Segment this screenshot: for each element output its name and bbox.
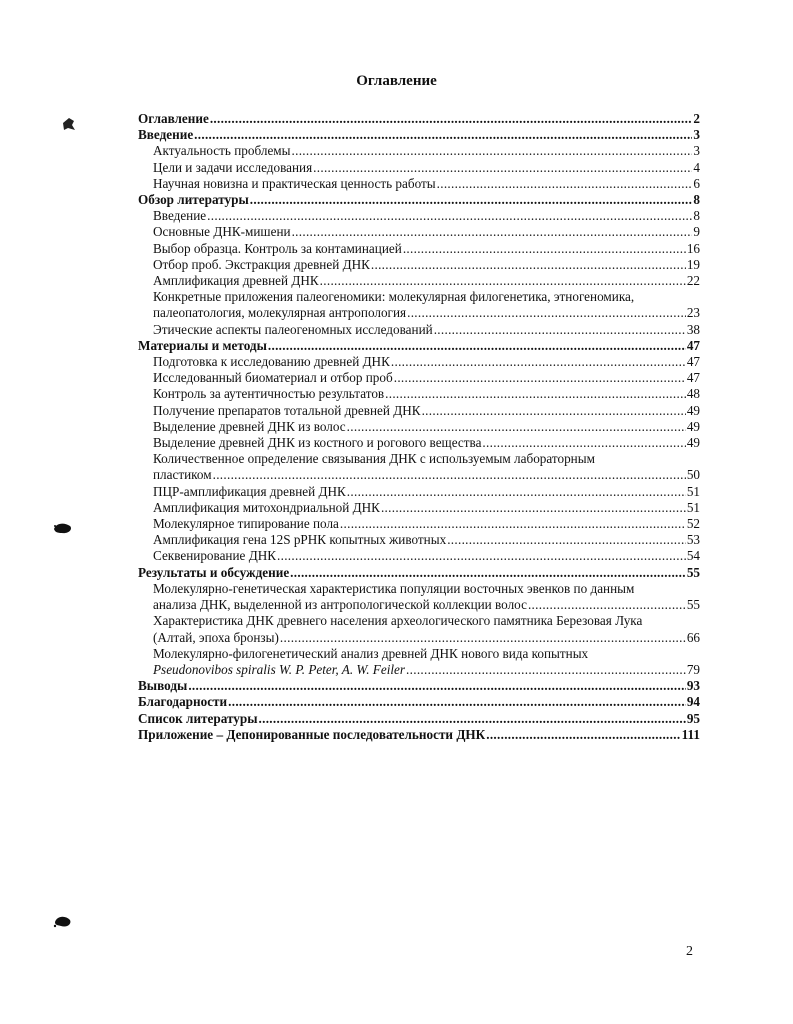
toc-subsection-entry[interactable] (138, 435, 700, 451)
toc-subsection-entry[interactable] (138, 257, 700, 273)
toc-dot-leader (407, 305, 686, 321)
toc-page-number: 55 (686, 597, 700, 613)
toc-section-entry[interactable] (138, 694, 700, 710)
toc-dot-leader (528, 597, 686, 613)
toc-entry-title: Выделение древней ДНК из волос (153, 418, 346, 434)
toc-entry-title: Основные ДНК-мишени (153, 224, 291, 240)
toc-subsection-entry[interactable] (138, 403, 700, 419)
toc-entry-title: Этические аспекты палеогеномных исследований (153, 321, 433, 337)
toc-subsection-entry[interactable] (138, 484, 700, 500)
toc-page-number: 47 (686, 354, 700, 370)
toc-section-entry[interactable] (138, 338, 700, 354)
toc-entry-title: Актуальность проблемы (153, 143, 291, 159)
toc-subsection-entry[interactable] (138, 548, 700, 564)
scan-blot-mark (52, 912, 74, 930)
toc-dot-leader (391, 354, 686, 370)
toc-dot-leader (394, 370, 686, 386)
toc-dot-leader (482, 435, 685, 451)
toc-page-number: 3 (693, 127, 700, 143)
toc-page-number: 53 (686, 532, 700, 548)
toc-dot-leader (422, 403, 686, 419)
toc-entry-title: Молекулярно-генетическая характеристика популяции восточных эвенков по данным (153, 580, 635, 596)
toc-subsection-entry[interactable] (138, 224, 700, 240)
toc-dot-leader (347, 484, 686, 500)
toc-page-number: 6 (693, 175, 700, 191)
toc-subsection-entry[interactable] (138, 273, 700, 289)
toc-page-number: 49 (686, 418, 700, 434)
toc-entry-title: палеопатология, молекулярная антропология (153, 305, 407, 321)
toc-dot-leader (340, 516, 686, 532)
toc-section-entry[interactable] (138, 192, 700, 208)
toc-dot-leader (385, 386, 686, 402)
toc-entry-title: Отбор проб. Экстракция древней ДНК (153, 256, 370, 272)
toc-page-number: 38 (686, 321, 700, 337)
toc-page-number: 51 (686, 499, 700, 515)
toc-dot-leader (194, 127, 692, 143)
toc-page-number: 66 (686, 629, 700, 645)
toc-entry-title: Введение (153, 208, 207, 224)
toc-subsection-entry[interactable] (138, 532, 700, 548)
toc-entry-title: Амплификация древней ДНК (153, 273, 319, 289)
toc-page-number: 48 (686, 386, 700, 402)
toc-subsection-entry[interactable] (138, 386, 700, 402)
toc-subsection-entry[interactable] (138, 662, 700, 678)
toc-page-number: 95 (686, 710, 700, 726)
toc-dot-leader (313, 160, 692, 176)
toc-entry-title: Амплификация митохондриальной ДНК (153, 499, 380, 515)
toc-page-number: 8 (693, 192, 700, 208)
toc-page-number: 52 (686, 516, 700, 532)
toc-page-number: 3 (693, 143, 700, 159)
toc-page-number: 93 (686, 678, 700, 694)
toc-subsection-entry[interactable] (138, 160, 700, 176)
toc-dot-leader (406, 662, 686, 678)
toc-dot-leader (290, 565, 686, 581)
toc-dot-leader (371, 257, 686, 273)
toc-dot-leader (268, 338, 686, 354)
toc-dot-leader (210, 111, 693, 127)
page-title: Оглавление (356, 73, 437, 89)
toc-dot-leader (259, 711, 686, 727)
toc-entry-title: Секвенирование ДНК (153, 548, 277, 564)
toc-dot-leader (486, 727, 680, 743)
page-number: 2 (686, 944, 693, 959)
toc-dot-leader (403, 241, 686, 257)
toc-section-entry[interactable] (138, 565, 700, 581)
toc-page-number: 2 (693, 111, 700, 126)
toc-dot-leader (320, 273, 686, 289)
toc-entry-title: Благодарности (138, 694, 228, 710)
toc-subsection-entry[interactable] (138, 500, 700, 516)
toc-dot-leader (228, 694, 686, 710)
toc-section-entry[interactable] (138, 678, 700, 694)
toc-dot-leader (434, 322, 686, 338)
toc-subsection-entry[interactable] (138, 208, 700, 224)
toc-dot-leader (292, 143, 693, 159)
toc-dot-leader (292, 224, 693, 240)
toc-section-entry[interactable] (138, 711, 700, 727)
toc-page-number: 50 (686, 467, 700, 483)
toc-dot-leader (188, 678, 686, 694)
toc-dot-leader (213, 467, 686, 483)
toc-page-number: 55 (686, 564, 700, 580)
toc-entry-title: Характеристика ДНК древнего населения археологического памятника Березовая Лука (153, 613, 643, 629)
toc-entry-title: Выделение древней ДНК из костного и рогового вещества (153, 435, 482, 451)
toc-entry-title: ПЦР-амплификация древней ДНК (153, 483, 346, 499)
toc-entry-title: Обзор литературы (138, 192, 249, 208)
toc-entry-title: Научная новизна и практическая ценность работы (153, 175, 436, 191)
toc-page-number: 16 (686, 240, 700, 256)
toc-entry-title: Подготовка к исследованию древней ДНК (153, 354, 390, 370)
toc-section-entry[interactable] (138, 127, 700, 143)
toc-section-entry[interactable] (138, 727, 700, 743)
toc-entry-title: Молекулярно-филогенетический анализ древней ДНК нового вида копытных (153, 645, 589, 661)
toc-subsection-entry[interactable] (138, 613, 700, 629)
toc-entry-title: Введение (138, 127, 194, 143)
toc-entry-title: Получение препаратов тотальной древней ДНК (153, 402, 421, 418)
table-of-contents (138, 111, 700, 743)
toc-dot-leader (347, 419, 686, 435)
toc-page-number: 47 (686, 337, 700, 353)
toc-page-number: 49 (686, 435, 700, 451)
scan-blot-mark (60, 116, 78, 132)
toc-entry-title: Исследованный биоматериал и отбор проб (153, 370, 393, 386)
toc-entry-title: Приложение – Депонированные последовательности ДНК (138, 726, 486, 742)
toc-entry-title: Цели и задачи исследования (153, 159, 313, 175)
toc-page-number: 94 (686, 694, 700, 710)
toc-subsection-entry[interactable] (138, 597, 700, 613)
toc-section-entry[interactable] (138, 111, 700, 127)
toc-subsection-entry[interactable] (138, 305, 700, 321)
toc-subsection-entry[interactable] (138, 176, 700, 192)
toc-page-number: 19 (686, 256, 700, 272)
toc-page-number: 47 (686, 370, 700, 386)
toc-page-number: 4 (693, 159, 700, 175)
toc-page-number: 79 (686, 661, 700, 677)
toc-entry-title: Материалы и методы (138, 337, 267, 353)
toc-entry-title: Список литературы (138, 710, 258, 726)
toc-dot-leader (280, 630, 686, 646)
toc-subsection-entry[interactable] (138, 630, 700, 646)
scan-blot-mark (52, 520, 74, 536)
toc-page-number: 23 (686, 305, 700, 321)
toc-subsection-entry[interactable] (138, 322, 700, 338)
toc-entry-title: анализа ДНК, выделенной из антропологической коллекции волос (153, 597, 527, 613)
toc-page-number: 8 (693, 208, 700, 224)
toc-dot-leader (447, 532, 686, 548)
toc-dot-leader (207, 208, 692, 224)
toc-dot-leader (250, 192, 693, 208)
toc-subsection-entry[interactable] (138, 143, 700, 159)
toc-dot-leader (277, 548, 686, 564)
toc-page-number: 51 (686, 483, 700, 499)
toc-entry-title: Выбор образца. Контроль за контаминацией (153, 240, 402, 256)
toc-page-number: 9 (693, 224, 700, 240)
toc-page-number: 54 (686, 548, 700, 564)
toc-entry-title: Конкретные приложения палеогеномики: молекулярная филогенетика, этногеномика, (153, 289, 635, 305)
toc-subsection-entry[interactable] (138, 419, 700, 435)
toc-subsection-entry[interactable] (138, 451, 700, 467)
toc-entry-title: Выводы (138, 678, 188, 694)
toc-page-number: 22 (686, 273, 700, 289)
toc-entry-title: пластиком (153, 467, 212, 483)
toc-entry-title: Pseudonovibos spiralis W. P. Peter, A. W. Feiler (153, 661, 406, 677)
toc-entry-title: Результаты и обсуждение (138, 564, 290, 580)
toc-entry-title: Амплификация гена 12S рРНК копытных животных (153, 532, 447, 548)
toc-subsection-entry[interactable] (138, 646, 700, 662)
toc-dot-leader (381, 500, 686, 516)
toc-page-number: 111 (681, 726, 700, 742)
toc-subsection-entry[interactable] (138, 581, 700, 597)
toc-subsection-entry[interactable] (138, 516, 700, 532)
toc-entry-title: (Алтай, эпоха бронзы) (153, 629, 279, 645)
toc-page-number: 49 (686, 402, 700, 418)
toc-subsection-entry[interactable] (138, 370, 700, 386)
toc-subsection-entry[interactable] (138, 241, 700, 257)
toc-dot-leader (437, 176, 693, 192)
toc-subsection-entry[interactable] (138, 354, 700, 370)
toc-entry-title: Контроль за аутентичностью результатов (153, 386, 385, 402)
toc-entry-title: Молекулярное типирование пола (153, 516, 339, 532)
toc-subsection-entry[interactable] (138, 289, 700, 305)
toc-entry-title: Количественное определение связывания ДНК с используемым лабораторным (153, 451, 595, 467)
toc-entry-title: Оглавление (138, 111, 209, 126)
toc-subsection-entry[interactable] (138, 467, 700, 483)
